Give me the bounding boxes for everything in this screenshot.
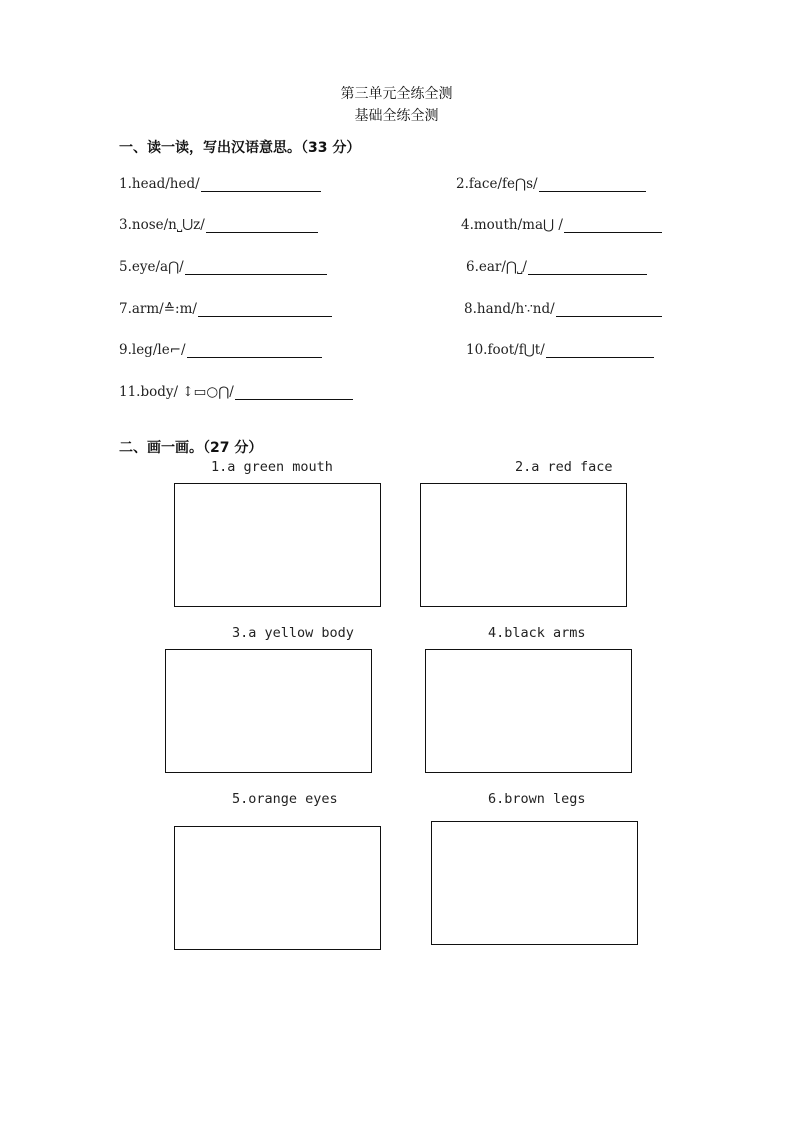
vocab-item-7 (119, 301, 332, 317)
drawing-label-1: 1.a green mouth (211, 459, 333, 475)
vocab-item-4 (461, 217, 662, 233)
vocab-item-text: 3.nose/n⎵⋃z/ (119, 217, 205, 233)
answer-blank[interactable] (206, 218, 318, 233)
drawing-box-3[interactable] (165, 649, 372, 773)
vocab-item-3 (119, 217, 318, 233)
page-subtitle: 基础全练全测 (354, 108, 439, 124)
vocab-item-text: 1.head/hed/ (119, 176, 200, 192)
vocab-item-text: 2.face/fe⋂s/ (456, 176, 538, 192)
vocab-item-9 (119, 342, 322, 358)
answer-blank[interactable] (201, 177, 321, 192)
drawing-box-2[interactable] (420, 483, 627, 607)
page-title: 第三单元全练全测 (340, 86, 453, 102)
vocab-item-1 (119, 176, 321, 192)
drawing-label-4: 4.black arms (488, 625, 586, 641)
vocab-item-text: 5.eye/a⋂/ (119, 259, 184, 275)
answer-blank[interactable] (546, 343, 654, 358)
answer-blank[interactable] (528, 260, 647, 275)
vocab-item-text: 4.mouth/ma⋃ / (461, 217, 563, 233)
vocab-item-5 (119, 259, 327, 275)
drawing-label-3: 3.a yellow body (232, 625, 354, 641)
drawing-box-1[interactable] (174, 483, 381, 607)
answer-blank[interactable] (198, 302, 332, 317)
drawing-label-6: 6.brown legs (488, 791, 586, 807)
section-1-heading: 一、读一读，写出汉语意思。（33 分） (119, 140, 361, 156)
answer-blank[interactable] (187, 343, 322, 358)
vocab-item-text: 9.leg/le⌐/ (119, 342, 186, 358)
answer-blank[interactable] (539, 177, 646, 192)
answer-blank[interactable] (556, 302, 662, 317)
vocab-item-text: 11.body/ ↕▭○⋂/ (119, 384, 234, 400)
drawing-label-5: 5.orange eyes (232, 791, 338, 807)
vocab-item-text: 10.foot/f⋃t/ (466, 342, 545, 358)
vocab-item-6 (466, 259, 647, 275)
answer-blank[interactable] (235, 385, 353, 400)
vocab-item-10 (466, 342, 654, 358)
drawing-box-5[interactable] (174, 826, 381, 950)
drawing-box-6[interactable] (431, 821, 638, 945)
section-2-heading: 二、画一画。（27 分） (119, 440, 263, 456)
vocab-item-text: 8.hand/h∵nd/ (464, 301, 555, 317)
drawing-box-4[interactable] (425, 649, 632, 773)
vocab-item-text: 6.ear/⋂⎵/ (466, 259, 527, 275)
answer-blank[interactable] (185, 260, 327, 275)
vocab-item-8 (464, 301, 662, 317)
answer-blank[interactable] (564, 218, 662, 233)
drawing-label-2: 2.a red face (515, 459, 613, 475)
vocab-item-11 (119, 384, 353, 400)
vocab-item-text: 7.arm/≙:m/ (119, 301, 197, 317)
vocab-item-2 (456, 176, 646, 192)
